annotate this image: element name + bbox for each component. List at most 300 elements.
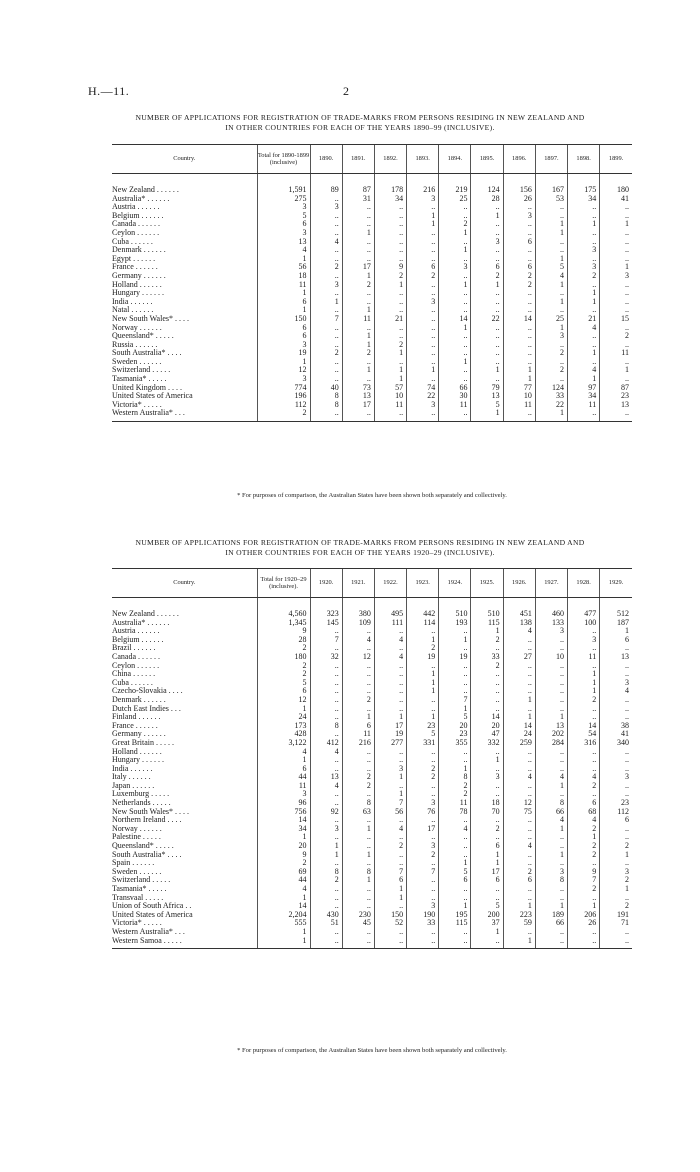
- year-value-cell: 3: [568, 636, 600, 645]
- year-value-cell: 1: [600, 263, 632, 272]
- year-value-cell: ..: [407, 341, 439, 350]
- year-value-cell: ..: [535, 644, 567, 653]
- year-value-cell: 178: [374, 186, 406, 195]
- year-value-cell: ..: [310, 212, 342, 221]
- year-value-cell: ..: [374, 238, 406, 247]
- country-cell: France . . . . . .: [112, 720, 158, 730]
- table2-caption: [82, 538, 638, 558]
- year-value-cell: ..: [310, 790, 342, 799]
- year-value-cell: 1: [535, 229, 567, 238]
- year-value-cell: ..: [310, 289, 342, 298]
- year-value-cell: ..: [503, 306, 535, 315]
- year-value-cell: 1: [568, 833, 600, 842]
- year-value-cell: ..: [310, 366, 342, 375]
- year-value-cell: ..: [407, 885, 439, 894]
- year-value-cell: 1: [439, 281, 471, 290]
- year-value-cell: ..: [310, 272, 342, 281]
- year-value-cell: 167: [535, 186, 567, 195]
- year-value-cell: 114: [407, 619, 439, 628]
- year-value-cell: ..: [439, 238, 471, 247]
- year-value-cell: 1: [439, 705, 471, 714]
- year-value-cell: 195: [439, 911, 471, 920]
- year-value-cell: 17: [374, 722, 406, 731]
- table-row: [112, 670, 632, 679]
- country-cell: Cuba . . . . . .: [112, 677, 153, 687]
- year-value-cell: 1: [568, 679, 600, 688]
- year-value-cell: ..: [342, 358, 374, 367]
- year-value-cell: ..: [407, 662, 439, 671]
- total-cell: 1: [257, 306, 310, 315]
- year-value-cell: 70: [471, 808, 503, 817]
- total-cell: 2: [257, 644, 310, 653]
- total-cell: 173: [257, 722, 310, 731]
- year-value-cell: ..: [503, 662, 535, 671]
- year-value-cell: 6: [471, 876, 503, 885]
- year-value-cell: 3: [600, 868, 632, 877]
- total-cell: 2: [257, 409, 310, 421]
- year-value-cell: 5: [439, 713, 471, 722]
- year-value-cell: 5: [471, 902, 503, 911]
- year-value-cell: 22: [535, 401, 567, 410]
- year-value-cell: ..: [342, 842, 374, 851]
- table-row: [112, 306, 632, 315]
- year-value-cell: ..: [568, 212, 600, 221]
- year-value-cell: 219: [439, 186, 471, 195]
- year-value-cell: 14: [503, 315, 535, 324]
- year-value-cell: 1: [535, 281, 567, 290]
- table-row: [112, 790, 632, 799]
- year-value-cell: ..: [535, 696, 567, 705]
- year-value-cell: ..: [600, 289, 632, 298]
- year-value-cell: 3: [374, 765, 406, 774]
- year-value-cell: ..: [374, 203, 406, 212]
- year-value-cell: 52: [374, 919, 406, 928]
- table-row: [112, 272, 632, 281]
- year-value-cell: ..: [600, 212, 632, 221]
- year-value-cell: ..: [310, 928, 342, 937]
- year-value-cell: 150: [374, 911, 406, 920]
- table-row: [112, 919, 632, 928]
- year-value-cell: ..: [535, 341, 567, 350]
- total-cell: 1: [257, 833, 310, 842]
- year-value-cell: ..: [535, 212, 567, 221]
- year-value-cell: 2: [310, 876, 342, 885]
- year-value-cell: 100: [568, 619, 600, 628]
- year-value-cell: 430: [310, 911, 342, 920]
- year-value-cell: ..: [535, 885, 567, 894]
- country-cell: New South Wales* . . . .: [112, 313, 189, 323]
- year-value-cell: ..: [374, 928, 406, 937]
- year-value-cell: ..: [374, 670, 406, 679]
- year-value-cell: 76: [407, 808, 439, 817]
- year-value-cell: ..: [342, 859, 374, 868]
- year-value-cell: ..: [471, 765, 503, 774]
- country-cell: Palestine . . . . .: [112, 832, 161, 842]
- table-row: [112, 705, 632, 714]
- year-value-cell: ..: [310, 765, 342, 774]
- total-cell: 2: [257, 670, 310, 679]
- year-value-cell: 41: [600, 195, 632, 204]
- year-value-cell: ..: [439, 375, 471, 384]
- table-row: [112, 662, 632, 671]
- year-value-cell: ..: [407, 246, 439, 255]
- year-value-cell: 1: [568, 298, 600, 307]
- year-value-cell: 1: [374, 773, 406, 782]
- country-cell: India . . . . . .: [112, 763, 153, 773]
- year-value-cell: 1: [535, 902, 567, 911]
- year-value-cell: ..: [439, 349, 471, 358]
- column-header-year: 1923.: [407, 569, 439, 598]
- year-value-cell: 4: [374, 636, 406, 645]
- table-row: [112, 229, 632, 238]
- year-value-cell: 1: [439, 859, 471, 868]
- year-value-cell: ..: [374, 851, 406, 860]
- year-value-cell: 200: [471, 911, 503, 920]
- year-value-cell: ..: [471, 705, 503, 714]
- table-row: [112, 739, 632, 748]
- year-value-cell: 191: [600, 911, 632, 920]
- year-value-cell: 4: [374, 653, 406, 662]
- year-value-cell: ..: [310, 756, 342, 765]
- column-header-year: 1897.: [535, 145, 567, 174]
- year-value-cell: ..: [600, 790, 632, 799]
- year-value-cell: 17: [342, 401, 374, 410]
- year-value-cell: 216: [342, 739, 374, 748]
- year-value-cell: 6: [471, 842, 503, 851]
- year-value-cell: ..: [600, 696, 632, 705]
- year-value-cell: 2: [374, 341, 406, 350]
- year-value-cell: ..: [407, 349, 439, 358]
- year-value-cell: 23: [600, 799, 632, 808]
- year-value-cell: ..: [310, 220, 342, 229]
- table-row: [112, 937, 632, 949]
- year-value-cell: 412: [310, 739, 342, 748]
- year-value-cell: 380: [342, 610, 374, 619]
- year-value-cell: ..: [310, 670, 342, 679]
- year-value-cell: ..: [535, 289, 567, 298]
- year-value-cell: ..: [310, 306, 342, 315]
- year-value-cell: 40: [310, 384, 342, 393]
- year-value-cell: 2: [568, 825, 600, 834]
- country-cell: New South Wales* . . . .: [112, 806, 189, 816]
- year-value-cell: ..: [600, 833, 632, 842]
- year-value-cell: 3: [439, 263, 471, 272]
- year-value-cell: 8: [310, 722, 342, 731]
- year-value-cell: ..: [374, 212, 406, 221]
- year-value-cell: ..: [310, 833, 342, 842]
- year-value-cell: 1: [568, 289, 600, 298]
- table2-caption-line2: IN OTHER COUNTRIES FOR EACH OF THE YEARS 1920–29 (INCLUSIVE).: [225, 548, 495, 557]
- year-value-cell: ..: [503, 349, 535, 358]
- column-header-year: 1899.: [600, 145, 632, 174]
- year-value-cell: ..: [439, 289, 471, 298]
- year-value-cell: ..: [342, 894, 374, 903]
- year-value-cell: 1: [342, 825, 374, 834]
- year-value-cell: 193: [439, 619, 471, 628]
- year-value-cell: 1: [503, 902, 535, 911]
- year-value-cell: 133: [535, 619, 567, 628]
- year-value-cell: ..: [600, 375, 632, 384]
- year-value-cell: 10: [535, 653, 567, 662]
- year-value-cell: 1: [471, 928, 503, 937]
- year-value-cell: 1: [439, 246, 471, 255]
- year-value-cell: 4: [568, 773, 600, 782]
- year-value-cell: ..: [439, 816, 471, 825]
- year-value-cell: 79: [471, 384, 503, 393]
- year-value-cell: 1: [407, 687, 439, 696]
- year-value-cell: ..: [407, 816, 439, 825]
- year-value-cell: ..: [439, 341, 471, 350]
- total-cell: 3: [257, 229, 310, 238]
- year-value-cell: ..: [471, 937, 503, 949]
- year-value-cell: 331: [407, 739, 439, 748]
- year-value-cell: 4: [310, 238, 342, 247]
- total-cell: 3: [257, 341, 310, 350]
- country-cell: Hungary . . . . . .: [112, 755, 164, 765]
- year-value-cell: 187: [600, 619, 632, 628]
- year-value-cell: 442: [407, 610, 439, 619]
- year-value-cell: 230: [342, 911, 374, 920]
- total-cell: 9: [257, 627, 310, 636]
- year-value-cell: 1: [439, 902, 471, 911]
- country-cell: Denmark . . . . . .: [112, 694, 166, 704]
- year-value-cell: ..: [535, 790, 567, 799]
- year-value-cell: 31: [342, 195, 374, 204]
- year-value-cell: ..: [407, 255, 439, 264]
- year-value-cell: 21: [568, 315, 600, 324]
- year-value-cell: ..: [342, 928, 374, 937]
- year-value-cell: 28: [471, 195, 503, 204]
- total-cell: 12: [257, 366, 310, 375]
- year-value-cell: ..: [374, 833, 406, 842]
- year-value-cell: 1: [374, 790, 406, 799]
- table-row: [112, 298, 632, 307]
- year-value-cell: 20: [471, 722, 503, 731]
- year-value-cell: 2: [439, 220, 471, 229]
- country-cell: Ceylon . . . . . .: [112, 227, 160, 237]
- year-value-cell: 2: [310, 263, 342, 272]
- year-value-cell: ..: [471, 894, 503, 903]
- table1-footnote: * For purposes of comparison, the Australian States have been shown both separately and collectively.: [237, 492, 507, 499]
- year-value-cell: 11: [342, 730, 374, 739]
- total-cell: 1,345: [257, 619, 310, 628]
- year-value-cell: ..: [407, 782, 439, 791]
- year-value-cell: ..: [568, 644, 600, 653]
- year-value-cell: 9: [568, 868, 600, 877]
- year-value-cell: ..: [310, 255, 342, 264]
- year-value-cell: 41: [600, 730, 632, 739]
- country-cell: Germany . . . . . .: [112, 270, 166, 280]
- country-cell: Holland . . . . . .: [112, 746, 162, 756]
- year-value-cell: 21: [374, 315, 406, 324]
- year-value-cell: ..: [374, 748, 406, 757]
- total-cell: 28: [257, 636, 310, 645]
- country-cell: Switzerland . . . . .: [112, 365, 171, 375]
- year-value-cell: 2: [568, 885, 600, 894]
- year-value-cell: 216: [407, 186, 439, 195]
- table-row: [112, 212, 632, 221]
- country-cell: Union of South Africa . .: [112, 901, 192, 911]
- country-cell: Canada . . . . . .: [112, 651, 160, 661]
- year-value-cell: ..: [374, 332, 406, 341]
- total-cell: 2,204: [257, 911, 310, 920]
- year-value-cell: ..: [535, 928, 567, 937]
- year-value-cell: ..: [374, 816, 406, 825]
- year-value-cell: ..: [503, 332, 535, 341]
- total-cell: 4: [257, 246, 310, 255]
- year-value-cell: 8: [310, 868, 342, 877]
- year-value-cell: 355: [439, 739, 471, 748]
- country-cell: Spain . . . . . .: [112, 858, 155, 868]
- year-value-cell: ..: [342, 644, 374, 653]
- year-value-cell: 89: [310, 186, 342, 195]
- year-value-cell: ..: [535, 937, 567, 949]
- year-value-cell: 5: [407, 730, 439, 739]
- year-value-cell: 13: [471, 392, 503, 401]
- column-header-year: 1928.: [568, 569, 600, 598]
- year-value-cell: ..: [342, 220, 374, 229]
- year-value-cell: 73: [342, 384, 374, 393]
- year-value-cell: 66: [439, 384, 471, 393]
- table-row: [112, 203, 632, 212]
- year-value-cell: ..: [600, 203, 632, 212]
- year-value-cell: ..: [600, 894, 632, 903]
- year-value-cell: 66: [535, 919, 567, 928]
- year-value-cell: 37: [471, 919, 503, 928]
- year-value-cell: ..: [568, 306, 600, 315]
- column-header-year: 1896.: [503, 145, 535, 174]
- year-value-cell: ..: [600, 765, 632, 774]
- year-value-cell: ..: [568, 859, 600, 868]
- column-header-total: Total for 1920–29 (inclusive).: [257, 569, 310, 598]
- year-value-cell: 1: [568, 902, 600, 911]
- year-value-cell: 7: [374, 868, 406, 877]
- year-value-cell: ..: [600, 713, 632, 722]
- table-header-row: [112, 145, 632, 174]
- year-value-cell: ..: [439, 627, 471, 636]
- year-value-cell: ..: [407, 705, 439, 714]
- year-value-cell: 2: [374, 842, 406, 851]
- country-cell: Hungary . . . . . .: [112, 288, 164, 298]
- year-value-cell: ..: [342, 670, 374, 679]
- year-value-cell: 512: [600, 610, 632, 619]
- total-cell: 4: [257, 748, 310, 757]
- country-cell: Great Britain . . . . .: [112, 737, 174, 747]
- table-row: [112, 679, 632, 688]
- total-cell: 150: [257, 315, 310, 324]
- year-value-cell: 7: [310, 315, 342, 324]
- year-value-cell: ..: [310, 937, 342, 949]
- year-value-cell: 9: [374, 263, 406, 272]
- year-value-cell: ..: [310, 409, 342, 421]
- year-value-cell: 124: [535, 384, 567, 393]
- total-cell: 6: [257, 324, 310, 333]
- year-value-cell: ..: [374, 859, 406, 868]
- year-value-cell: ..: [439, 298, 471, 307]
- total-cell: 112: [257, 401, 310, 410]
- year-value-cell: 5: [471, 401, 503, 410]
- year-value-cell: 460: [535, 610, 567, 619]
- year-value-cell: ..: [439, 885, 471, 894]
- year-value-cell: ..: [310, 713, 342, 722]
- year-value-cell: ..: [568, 281, 600, 290]
- year-value-cell: ..: [342, 765, 374, 774]
- table-row: [112, 782, 632, 791]
- year-value-cell: ..: [310, 696, 342, 705]
- table-row: [112, 349, 632, 358]
- year-value-cell: 1: [342, 366, 374, 375]
- year-value-cell: ..: [342, 937, 374, 949]
- year-value-cell: ..: [568, 203, 600, 212]
- year-value-cell: 323: [310, 610, 342, 619]
- year-value-cell: ..: [503, 358, 535, 367]
- year-value-cell: 6: [568, 799, 600, 808]
- column-header-year: 1890.: [310, 145, 342, 174]
- year-value-cell: 2: [342, 696, 374, 705]
- year-value-cell: ..: [503, 928, 535, 937]
- total-cell: 1: [257, 358, 310, 367]
- year-value-cell: 22: [407, 392, 439, 401]
- year-value-cell: 87: [600, 384, 632, 393]
- year-value-cell: ..: [503, 229, 535, 238]
- year-value-cell: ..: [503, 756, 535, 765]
- year-value-cell: 1: [342, 851, 374, 860]
- year-value-cell: 1: [568, 375, 600, 384]
- year-value-cell: ..: [503, 816, 535, 825]
- year-value-cell: ..: [568, 937, 600, 949]
- year-value-cell: 1: [310, 842, 342, 851]
- column-header-year: 1921.: [342, 569, 374, 598]
- year-value-cell: 1: [568, 220, 600, 229]
- year-value-cell: 25: [535, 315, 567, 324]
- year-value-cell: 138: [503, 619, 535, 628]
- year-value-cell: ..: [535, 238, 567, 247]
- country-cell: Victoria* . . . . .: [112, 918, 162, 928]
- year-value-cell: ..: [342, 816, 374, 825]
- table-row: [112, 392, 632, 401]
- year-value-cell: 1: [535, 324, 567, 333]
- year-value-cell: ..: [535, 705, 567, 714]
- country-cell: United Kingdom . . . .: [112, 382, 182, 392]
- year-value-cell: 2: [600, 842, 632, 851]
- year-value-cell: 1: [535, 220, 567, 229]
- year-value-cell: 11: [503, 401, 535, 410]
- year-value-cell: 53: [535, 195, 567, 204]
- year-value-cell: ..: [600, 748, 632, 757]
- country-cell: Dutch East Indies . . .: [112, 703, 181, 713]
- total-cell: 56: [257, 263, 310, 272]
- year-value-cell: ..: [503, 782, 535, 791]
- country-cell: Transvaal . . . . .: [112, 892, 164, 902]
- year-value-cell: ..: [503, 255, 535, 264]
- year-value-cell: 3: [600, 773, 632, 782]
- total-cell: 13: [257, 238, 310, 247]
- year-value-cell: ..: [342, 298, 374, 307]
- year-value-cell: ..: [535, 358, 567, 367]
- year-value-cell: 2: [342, 281, 374, 290]
- year-value-cell: 340: [600, 739, 632, 748]
- total-cell: 180: [257, 653, 310, 662]
- year-value-cell: ..: [407, 203, 439, 212]
- country-cell: China . . . . . .: [112, 669, 156, 679]
- table2-caption-line1: NUMBER OF APPLICATIONS FOR REGISTRATION OF TRADE-MARKS FROM PERSONS RESIDING IN NEW ZEALAND AND: [135, 538, 585, 547]
- total-cell: 3: [257, 375, 310, 384]
- column-header-year: 1922.: [374, 569, 406, 598]
- year-value-cell: ..: [374, 255, 406, 264]
- year-value-cell: 6: [374, 876, 406, 885]
- total-cell: 9: [257, 851, 310, 860]
- country-cell: Sweden . . . . . .: [112, 356, 162, 366]
